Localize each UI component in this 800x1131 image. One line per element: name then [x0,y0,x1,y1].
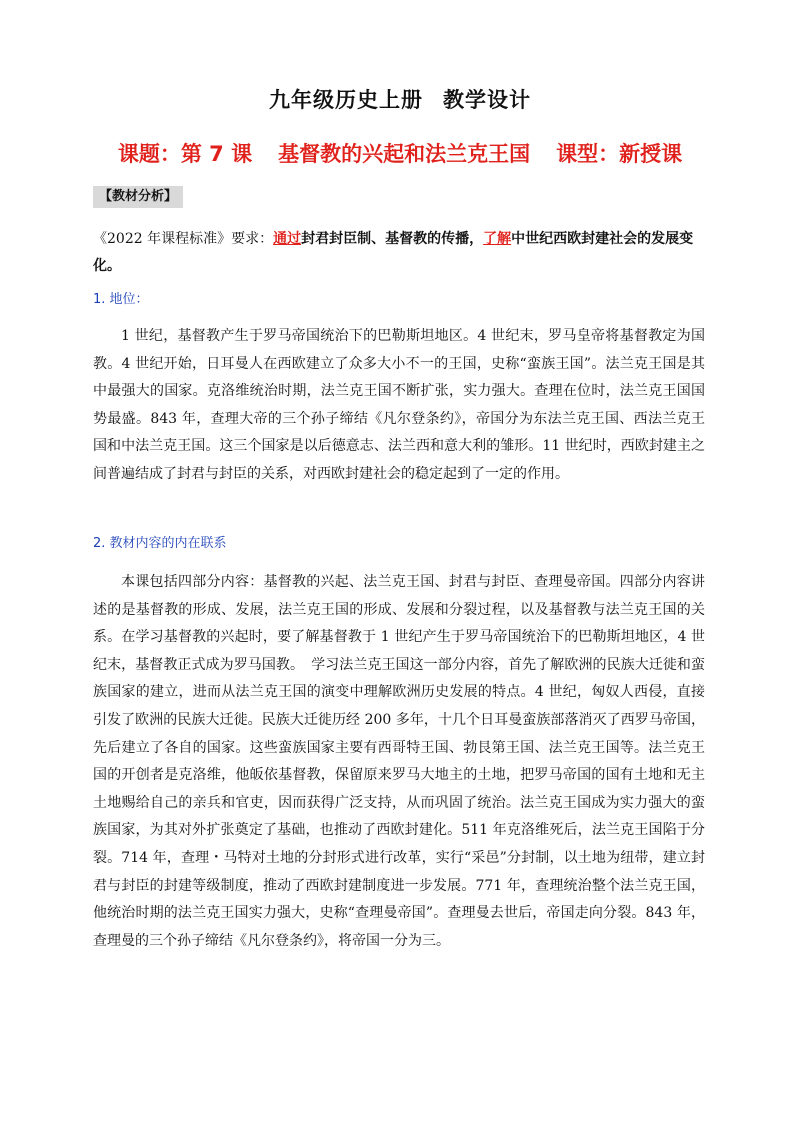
lesson-name: 基督教的兴起和法兰克王国 [278,142,531,166]
standard-prefix: 《2022 年课程标准》要求： [93,231,274,247]
lesson-type: 课型：新授课 [556,142,683,166]
title-doc-type: 教学设计 [443,88,531,112]
textbook-analysis-tag: 【教材分析】 [93,186,183,208]
document-title [0,84,800,114]
curriculum-standard [93,226,705,280]
standard-keyword-understand: 了解 [483,231,512,247]
lesson-label: 课题：第 7 课 [117,142,253,166]
title-grade-subject: 九年级历史上册 [269,88,423,112]
section-relation-paragraph: 本课包括四部分内容：基督教的兴起、法兰克王国、封君与封臣、查理曼帝国。四部分内容讲述的是基督教的形成、发展，法兰克王国的形成、发展和分裂过程，以及基督教与法兰克王国的关系。在学习基督教的兴起时，要了解基督教于 1 世纪产生于罗马帝国统治下的巴勒斯坦地区，4 世纪末，基督教正式成为罗马国教。 学习法兰克王国这一部分内容，首先了解欧洲的民族大迁徙和蛮族国家的建立，进而从法兰克王国的演变中理解欧洲历史发展的特点。4 世纪，匈奴人西侵，直接引发了欧洲的民族大迁徙。民族大迁徙历经 200 多年，十几个日耳曼蛮族部落消灭了西罗马帝国，先后建立了各自的国家。这些蛮族国家主要有西哥特王国、勃艮第王国、法兰克王国等。法兰克王国的开创者是克洛维，他皈依基督教，保留原来罗马大地主的土地，把罗马帝国的国有土地和无主土地赐给自己的亲兵和官吏，因而获得广泛支持，从而巩固了统治。法兰克王国成为实力强大的蛮族国家，为其对外扩张奠定了基础，也推动了西欧封建化。511 年克洛维死后，法兰克王国陷于分裂。714 年，查理・马特对土地的分封形式进行改革，实行“采邑”分封制，以土地为纽带，建立封君与封臣的封建等级制度，推动了西欧封建制度进一步发展。771 年，查理统治整个法兰克王国，他统治时期的法兰克王国实力强大，史称“查理曼帝国”。查理曼去世后，帝国走向分裂。843 年，查理曼的三个孙子缔结《凡尔登条约》，将帝国一分为三。 [93,574,705,949]
standard-suffix: 中世纪西欧封建社会的发展变化。 [93,231,694,274]
section-position-paragraph: 1 世纪，基督教产生于罗马帝国统治下的巴勒斯坦地区。4 世纪末，罗马皇帝将基督教定为国教。4 世纪开始，日耳曼人在西欧建立了众多大小不一的王国，史称“蛮族王国”。法兰克王国是其中最强大的国家。克洛维统治时期，法兰克王国不断扩张，实力强大。查理在位时，法兰克王国国势最盛。843 年，查理大帝的三个孙子缔结《凡尔登条约》，帝国分为东法兰克王国、西法兰克王国和中法兰克王国。这三个国家是以后德意志、法兰西和意大利的雏形。11 世纪时，西欧封建主之间普遍结成了封君与封臣的关系，对西欧封建社会的稳定起到了一定的作用。 [93,328,705,482]
lesson-title-line [0,138,800,168]
section-relation-heading: 2. 教材内容的内在联系 [93,536,227,551]
section-position-heading: 1. 地位： [93,292,149,307]
standard-keyword-through: 通过 [273,231,302,247]
standard-middle: 封君封臣制、基督教的传播， [301,231,484,247]
